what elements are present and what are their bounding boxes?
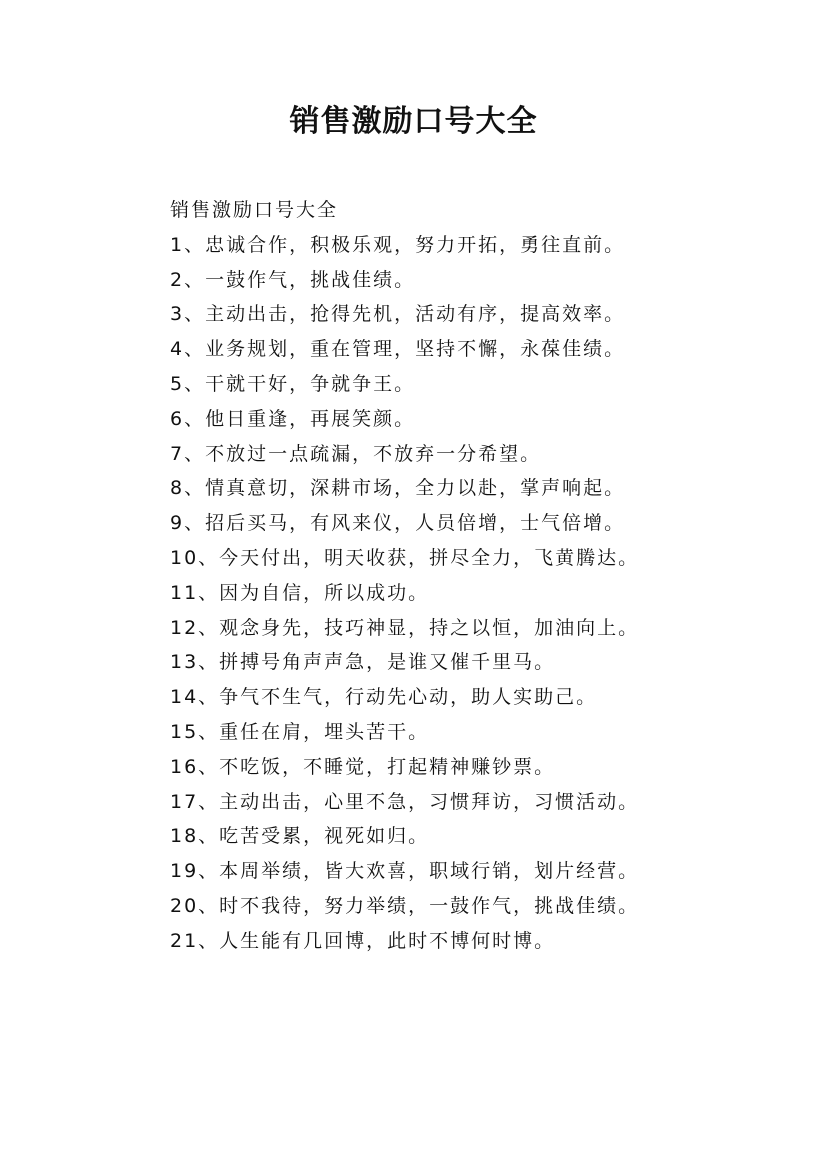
slogan-line: 1、忠诚合作，积极乐观，努力开拓，勇往直前。: [170, 233, 626, 256]
slogan-line: 11、因为自信，所以成功。: [170, 581, 430, 604]
slogan-line: 20、时不我待，努力举绩，一鼓作气，挑战佳绩。: [170, 894, 640, 917]
document-body: [170, 193, 810, 959]
slogan-line: 14、争气不生气，行动先心动，助人实助己。: [170, 686, 598, 709]
slogan-line: 4、业务规划，重在管理，坚持不懈，永葆佳绩。: [170, 338, 626, 361]
document-subtitle: 销售激励口号大全: [170, 199, 339, 221]
slogan-line: 5、干就干好，争就争王。: [170, 372, 416, 395]
slogan-line: 19、本周举绩，皆大欢喜，职域行销，划片经营。: [170, 860, 640, 883]
slogan-line: 10、今天付出，明天收获，拼尽全力，飞黄腾达。: [170, 546, 640, 569]
slogan-line: 18、吃苦受累，视死如归。: [170, 825, 430, 848]
slogan-line: 15、重任在肩，埋头苦干。: [170, 720, 430, 743]
slogan-line: 17、主动出击，心里不急，习惯拜访，习惯活动。: [170, 790, 640, 813]
slogan-line: 16、不吃饭，不睡觉，打起精神赚钞票。: [170, 755, 556, 778]
slogan-line: 7、不放过一点疏漏，不放弃一分希望。: [170, 442, 542, 465]
slogan-line: 2、一鼓作气，挑战佳绩。: [170, 268, 416, 291]
page-title: 销售激励口号大全: [289, 104, 538, 139]
slogan-line: 3、主动出击，抢得先机，活动有序，提高效率。: [170, 303, 626, 326]
slogan-line: 13、拼搏号角声声急，是谁又催千里马。: [170, 651, 556, 674]
slogan-line: 21、人生能有几回博，此时不博何时博。: [170, 929, 556, 952]
slogan-line: 8、情真意切，深耕市场，全力以赴，掌声响起。: [170, 477, 626, 500]
slogan-line: 6、他日重逢，再展笑颜。: [170, 407, 416, 430]
slogan-line: 9、招后买马，有风来仪，人员倍增，士气倍增。: [170, 512, 626, 535]
slogan-line: 12、观念身先，技巧神显，持之以恒，加油向上。: [170, 616, 640, 639]
